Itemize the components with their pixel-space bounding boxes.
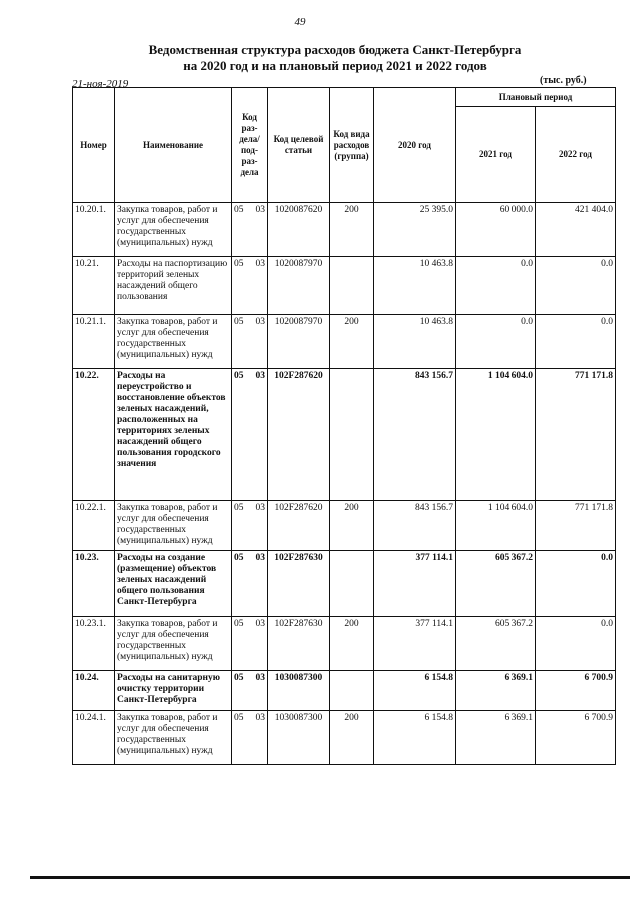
row-section: 05 [234,619,244,629]
row-2022: 0.0 [536,315,616,369]
row-2020: 25 395.0 [374,203,456,257]
row-expense-type [330,551,374,617]
row-number: 10.20.1. [73,203,115,257]
row-name: Закупка товаров, работ и услуг для обеспечения государственных (муниципальных) нужд [115,203,232,257]
row-2021: 0.0 [456,257,536,315]
row-2022: 0.0 [536,617,616,671]
row-2022: 6 700.9 [536,671,616,711]
row-2021: 6 369.1 [456,711,536,765]
row-2020: 843 156.7 [374,501,456,551]
document-title [120,42,550,74]
header-name: Наименование [115,88,232,203]
row-expense-type: 200 [330,711,374,765]
row-target-code: 102F287630 [268,551,330,617]
table-row [73,315,616,369]
table-row [73,671,616,711]
row-number: 10.22. [73,369,115,501]
row-target-code: 102F287620 [268,501,330,551]
row-expense-type [330,671,374,711]
footer-rule [30,876,630,879]
row-2020: 843 156.7 [374,369,456,501]
header-planned-period: Плановый период [456,88,616,107]
row-2020: 6 154.8 [374,711,456,765]
row-2020: 377 114.1 [374,617,456,671]
page-number: 49 [294,16,306,28]
row-number: 10.21.1. [73,315,115,369]
row-target-code: 1030087300 [268,711,330,765]
row-subsection: 03 [255,205,265,215]
row-name: Закупка товаров, работ и услуг для обеспечения государственных (муниципальных) нужд [115,711,232,765]
row-subsection: 03 [255,317,265,327]
row-subsection: 03 [255,553,265,563]
row-expense-type: 200 [330,617,374,671]
row-2022: 771 171.8 [536,369,616,501]
row-section: 05 [234,673,244,683]
row-section-code [232,617,268,671]
row-target-code: 102F287620 [268,369,330,501]
row-subsection: 03 [255,713,265,723]
row-2020: 6 154.8 [374,671,456,711]
table-body [73,203,616,765]
row-expense-type: 200 [330,501,374,551]
table-row [73,369,616,501]
row-subsection: 03 [255,619,265,629]
row-number: 10.21. [73,257,115,315]
budget-table [72,87,616,765]
row-section-code [232,315,268,369]
units-label: (тыс. руб.) [540,75,587,86]
title-line-1: Ведомственная структура расходов бюджета Санкт-Петербурга [148,42,522,57]
row-2021: 0.0 [456,315,536,369]
row-section-code [232,671,268,711]
table-header [73,88,616,203]
row-section: 05 [234,259,244,269]
row-expense-type [330,257,374,315]
row-2020: 10 463.8 [374,315,456,369]
row-subsection: 03 [255,503,265,513]
row-target-code: 1030087300 [268,671,330,711]
table-row [73,203,616,257]
row-2020: 10 463.8 [374,257,456,315]
row-2021: 1 104 604.0 [456,501,536,551]
row-section: 05 [234,713,244,723]
header-number: Номер [73,88,115,203]
row-subsection: 03 [255,259,265,269]
header-expense-type: Код вида расходов (группа) [330,88,374,203]
row-target-code: 1020087970 [268,315,330,369]
header-2020: 2020 год [374,88,456,203]
row-number: 10.22.1. [73,501,115,551]
row-expense-type [330,369,374,501]
row-target-code: 102F287630 [268,617,330,671]
row-section-code [232,203,268,257]
row-2022: 421 404.0 [536,203,616,257]
title-line-2: на 2020 год и на плановый период 2021 и 2022 годов [183,58,487,73]
row-2022: 771 171.8 [536,501,616,551]
row-section-code [232,501,268,551]
header-2021: 2021 год [456,107,536,203]
row-section: 05 [234,503,244,513]
row-section: 05 [234,205,244,215]
table-row [73,551,616,617]
row-target-code: 1020087970 [268,257,330,315]
header-section: Код раз-дела/ под-раз-дела [232,88,268,203]
row-2021: 1 104 604.0 [456,369,536,501]
row-number: 10.24. [73,671,115,711]
table-row [73,257,616,315]
row-2022: 0.0 [536,551,616,617]
row-number: 10.24.1. [73,711,115,765]
row-name: Расходы на санитарную очистку территории Санкт-Петербурга [115,671,232,711]
row-section-code [232,711,268,765]
row-2022: 0.0 [536,257,616,315]
header-2022: 2022 год [536,107,616,203]
row-expense-type: 200 [330,315,374,369]
row-number: 10.23. [73,551,115,617]
document-date: 21-ноя-2019 [72,78,129,90]
table-row [73,617,616,671]
table-row [73,711,616,765]
row-section-code [232,257,268,315]
row-2021: 605 367.2 [456,551,536,617]
row-name: Расходы на создание (размещение) объектов зеленых насаждений общего пользования Санкт-Петербурга [115,551,232,617]
row-section-code [232,369,268,501]
row-name: Закупка товаров, работ и услуг для обеспечения государственных (муниципальных) нужд [115,501,232,551]
row-expense-type: 200 [330,203,374,257]
header-target: Код целевой статьи [268,88,330,203]
row-subsection: 03 [255,673,265,683]
row-2022: 6 700.9 [536,711,616,765]
row-2020: 377 114.1 [374,551,456,617]
row-2021: 605 367.2 [456,617,536,671]
row-section: 05 [234,371,244,381]
row-section: 05 [234,553,244,563]
row-name: Расходы на паспортизацию территорий зеленых насаждений общего пользования [115,257,232,315]
row-2021: 6 369.1 [456,671,536,711]
row-name: Расходы на переустройство и восстановление объектов зеленых насаждений, расположенных на территориях зеленых насаждений общего пользования городского значения [115,369,232,501]
row-section-code [232,551,268,617]
row-section: 05 [234,317,244,327]
row-target-code: 1020087620 [268,203,330,257]
table-row [73,501,616,551]
row-subsection: 03 [255,371,265,381]
row-2021: 60 000.0 [456,203,536,257]
row-name: Закупка товаров, работ и услуг для обеспечения государственных (муниципальных) нужд [115,617,232,671]
row-number: 10.23.1. [73,617,115,671]
row-name: Закупка товаров, работ и услуг для обеспечения государственных (муниципальных) нужд [115,315,232,369]
